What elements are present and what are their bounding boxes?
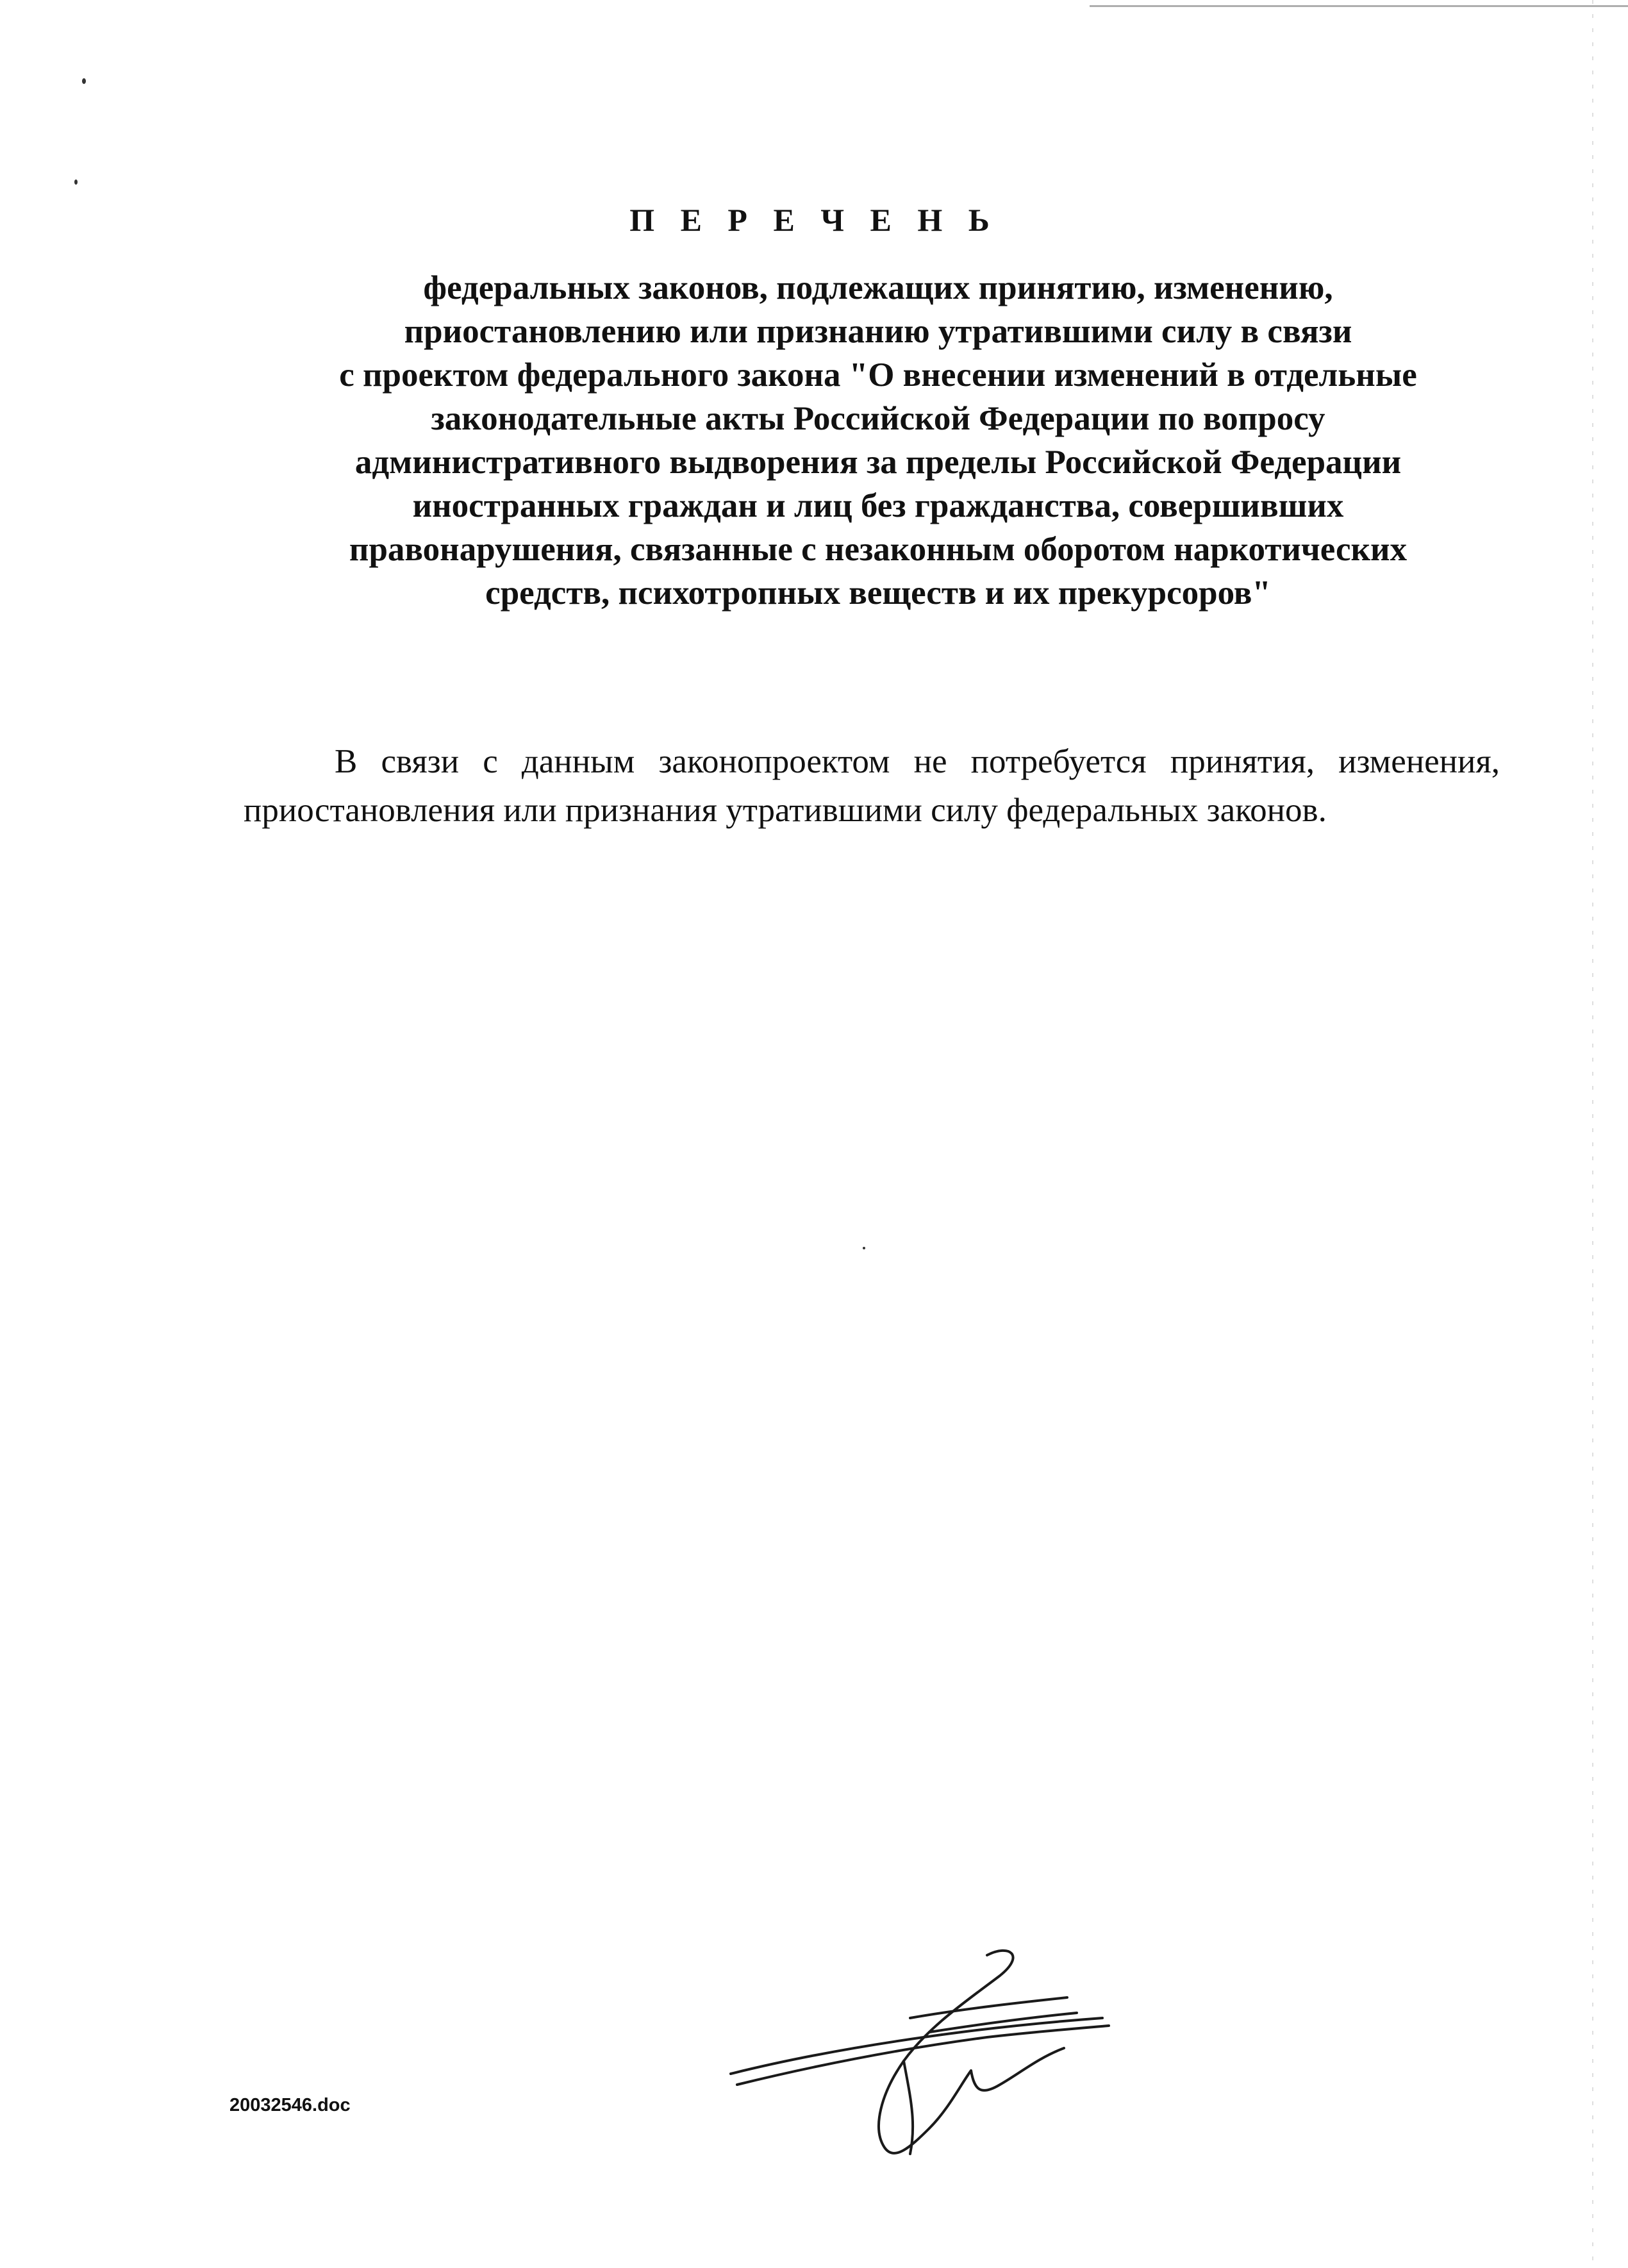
scan-speck bbox=[82, 78, 86, 84]
subtitle-line: иностранных граждан и лиц без гражданства, совершивших bbox=[412, 487, 1344, 524]
subtitle-line: приостановлению или признанию утратившими силу в связи bbox=[404, 313, 1352, 350]
subtitle-line: федеральных законов, подлежащих принятию, изменению, bbox=[423, 269, 1333, 306]
scan-speck bbox=[863, 1247, 865, 1249]
subtitle-line: законодательные акты Российской Федерации по вопросу bbox=[431, 400, 1325, 437]
scan-speck bbox=[74, 179, 78, 185]
document-title: П Е Р Е Ч Е Н Ь bbox=[629, 202, 999, 238]
document-subtitle bbox=[244, 266, 1513, 615]
body-paragraph bbox=[244, 737, 1500, 835]
signature bbox=[718, 1936, 1128, 2167]
file-code: 20032546.doc bbox=[229, 2095, 351, 2115]
subtitle-line: средств, психотропных веществ и их прекурсоров" bbox=[485, 574, 1271, 612]
scan-edge-right bbox=[1592, 0, 1593, 2268]
body-line: приостановления или признания утратившими силу федеральных законов. bbox=[244, 792, 1327, 829]
subtitle-line: правонарушения, связанные с незаконным оборотом наркотических bbox=[349, 531, 1408, 568]
body-line: В связи с данным законопроектом не потребуется принятия, изменения, bbox=[335, 743, 1500, 780]
subtitle-line: административного выдворения за пределы Российской Федерации bbox=[354, 444, 1402, 481]
scan-edge-top bbox=[1090, 5, 1628, 7]
subtitle-line: с проектом федерального закона "О внесении изменений в отдельные bbox=[339, 356, 1417, 394]
